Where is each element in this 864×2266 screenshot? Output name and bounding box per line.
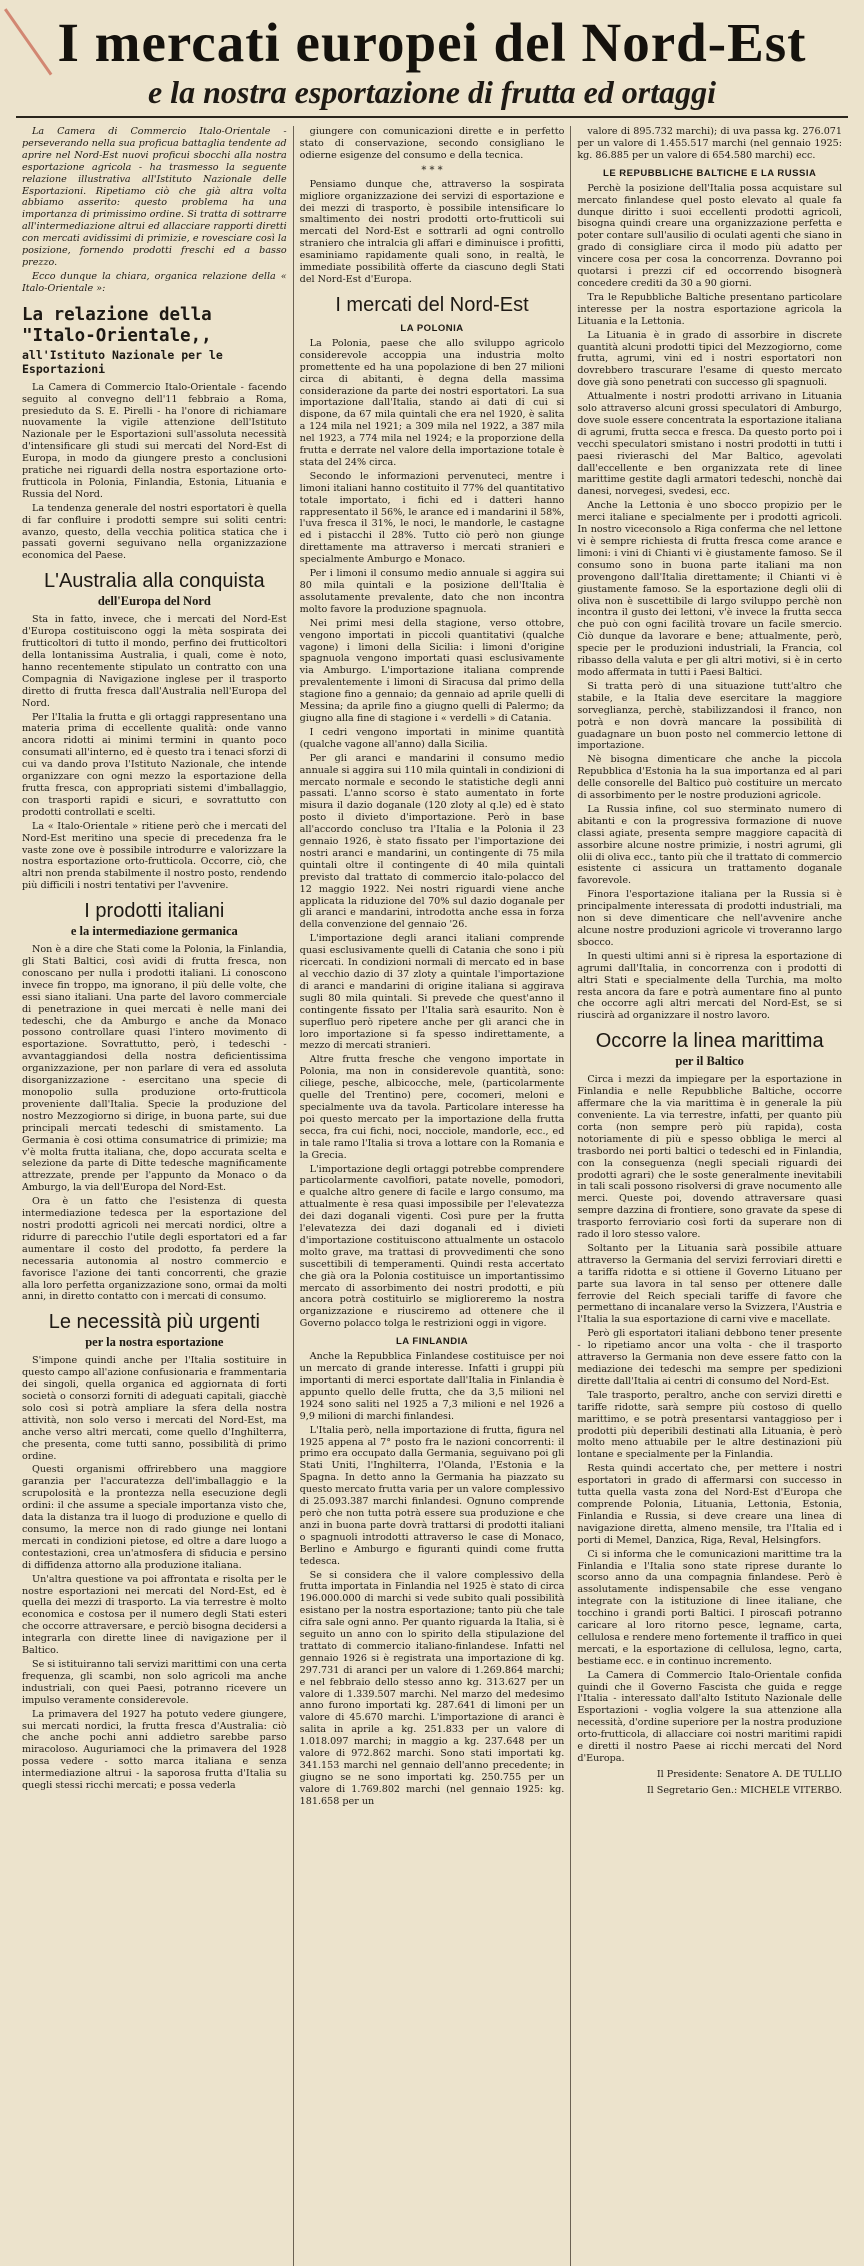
section-title-necessita: Le necessità più urgenti — [48, 1311, 260, 1334]
signature-president: Il Presidente: Senatore A. DE TULLIO — [656, 1768, 843, 1780]
column-1 — [16, 126, 293, 2266]
paragraph: Pensiamo dunque che, attraverso la sospirata migliore organizzazione dei servizi di esportazione e dei mezzi di trasporto, è possibile intensificare lo smaltimento dei nostri prodotti orto-frutticoli sui mercati del Nord-Est e sottrarli ad ogni controllo straniero che intralcia gli affari e diminuisce i profitti, esaminiamo rapidamente quali sono, in realtà, le immediate possibilità offerte da ciascuno degli Stati del Nord-Est d'Europa. — [299, 178, 565, 285]
subsection-finlandia: LA FINLANDIA — [395, 1336, 469, 1348]
paragraph: I cedri vengono importati in minime quantità (qualche vagone all'anno) dalla Sicilia. — [299, 726, 565, 750]
column-3 — [570, 126, 848, 2266]
intro-paragraph-2: Ecco dunque la chiara, organica relazione della « Italo-Orientale »: — [22, 270, 287, 294]
subsection-baltic: LE REPUBBLICHE BALTICHE E LA RUSSIA — [603, 167, 817, 179]
paragraph: La tendenza generale del nostri esportatori è quella di far confluire i prodotti sempre sui soliti centri: avanzo, questo, della vecchia politica statica che i passati governi seguivano nella organizzazione economica del Paese. — [22, 502, 287, 562]
paragraph: La « Italo-Orientale » ritiene però che i mercati del Nord-Est meritino una specie di precedenza fra le vaste zone ove è possibile introdurre e valorizzare la nostra esportazione orto-frutticola. Occorre, ciò, che altri non prenda stabilmente il nostro posto, rendendo più difficili i nostri tentativi per l'avvenire. — [22, 820, 287, 892]
paragraph: Si tratta però di una situazione tutt'altro che stabile, e la Italia deve esercitare la maggiore sorveglianza, perchè, stabilizzandosi il franco, non potrà e non dovrà mancare la possibilità di guadagnare un buon posto nel commercio lettone di importazione. — [577, 680, 843, 752]
paragraph: La Polonia, paese che allo sviluppo agricolo considerevole accoppia una industria molto promettente ed ha una popolazione di ben 27 milioni circa di abitanti, è degna della massima considerazione da parte dei nostri esportatori. La sua importazione dall'Italia, stando ai dati di cui si dispone, da 67 mila quintali che era nel 1920, è salita a 124 mila nel 1921; a 309 mila nel 1922, a 387 mila nel 1923, a 774 mila nel 1924; e la proporzione della frutta e derrate nel valore della importazione totale è stata del 24% circa. — [299, 337, 565, 468]
intro-paragraph: La Camera di Commercio Italo-Orientale - perseverando nella sua proficua battaglia tendente ad aprire nel Nord-Est nuovi proficui sbocchi alla nostra esportazione agricola - ha trasmesso la seguente relazione illustrativa all'Istituto Nazionale delle Esportazioni. Ripetiamo ciò che già altra volta abbiamo asserito: questo problema ha una importanza di primissimo ordine. Si tratta di sottrarre all'intermediazione altrui ed allacciare rapporti diretti con mercati avidissimi di primizie, e rovesciare così la posizione, fornendo prodotti freschi ed a basso prezzo. — [22, 126, 287, 268]
header-rule — [16, 116, 848, 118]
section-subtitle-relazione: all'Istituto Nazionale per le Esportazioni — [22, 347, 223, 376]
paragraph: Soltanto per la Lituania sarà possibile attuare attraverso la Germania del servizi ferroviari diretti e a tariffa ridotta e si ottiene il Governo Lituano per parte sua lavora in tal senso per ottenere dalle ferrovie del Reich speciali tariffe di favore che permettano di incanalare verso la Svizzera, l'Austria e l'Italia la sua esportazione di carni vive e macellate. — [577, 1242, 843, 1326]
paragraph: Questi organismi offrirebbero una maggiore garanzia per l'accuratezza dell'imballaggio e la scrupolosità e la prontezza nella esecuzione degli ordini: il che assume a speciale importanza visto che, data la distanza tra il luogo di produzione e quello di consumo, la merce non di rado giunge nei lontani mercati in condizioni pietose, ed oltre a dare luogo a contestazioni, crea un'atmosfera di sfiducia e persino di diffidenza attorno alla produzione italiana. — [22, 1464, 287, 1571]
subsection-polonia: LA POLONIA — [400, 322, 464, 334]
article-columns — [16, 126, 848, 2266]
paragraph: Anche la Lettonia è uno sbocco propizio per le merci italiane e specialmente per i prodotti agricoli. In nostro viceconsolo a Riga conferma che nel lettone vi è sempre richiesta di frutta fresca come arance e limoni: i vini di Chianti vi è giustamente famoso. Se il consumo sono in buona parte italiani ma non provengono dall'Italia direttamente; il Chianti vi è giustamente famoso. Se la esportazione degli olii di oliva non è suscettibile di largo sviluppo perchè non incontra il gusto dei lettoni, v'è invece la frutta secca che può con ogni facilità trovare un facile smercio. Ciò dunque da lavorare e bene; attualmente, però, specie per le produzioni industriali, la Francia, col ribasso della valuta e per gli altri motivi, si è in certo modo affermata in tutti i Paesi Baltici. — [577, 500, 843, 678]
separator: * * * — [421, 164, 443, 176]
paragraph: Tra le Repubbliche Baltiche presentano particolare interesse per la nostra esportazione agricola la Lituania e la Lettonia. — [577, 291, 843, 327]
paragraph: La Camera di Commercio Italo-Orientale confida quindi che il Governo Fascista che guida e regge l'Italia - interessato dall'alto Istituto Nazionale delle Esportazioni - voglia volgere la sua attenzione alla necessità, d'ordine superiore per la nostra produzione orto-frutticola, di allacciare coi nostri maritimi rapidi e diretti il nostro Paese ai ricchi mercati del Nord d'Europa. — [577, 1669, 843, 1764]
paragraph: Circa i mezzi da impiegare per la esportazione in Finlandia e nelle Repubbliche Baltiche, occorre affermare che la via marittima è in generale la più conveniente. La via terrestre, infatti, per quanto più corta (non sempre però più rapida), costa notoriamente di più e spesso obbliga le merci al trasbordo nei porti baltici o tedeschi ed in Finlandia, con la conseguenza (negli speciali riguardi dei prodotti agrari) che le soste generalmente inevitabili in tali scali possono risolversi di grave nocumento alle merci. Queste poi, dovendo attraversare quasi sempre dazzina di frontiere, sono gravate da spese di trasporto ferroviario così forti da superare non di rado il loro stesso valore. — [577, 1074, 843, 1241]
section-subtitle-necessita: per la nostra esportazione — [85, 1335, 224, 1350]
section-title-mercati: I mercati del Nord-Est — [335, 293, 529, 316]
paragraph: Ora è un fatto che l'esistenza di questa intermediazione tedesca per la esportazione del nostri prodotti agricoli nei mercati nordici, oltre a ridurre di parecchio l'utile degli esportatori ed a far aumentare il costo del prodotto, fa perdere la necessaria autonomia al nostro commercio e favorisce l'azione dei tanti concorrenti, che grazie alla loro perfetta organizzazione sono, ormai da molti anni, in diretto contatto con i mercati di consumo. — [22, 1196, 287, 1303]
section-title-australia: L'Australia alla conquista — [44, 570, 265, 593]
paragraph: Altre frutta fresche che vengono importate in Polonia, ma non in considerevole quantità, sono: ciliege, pesche, albicocche, mele, (particolarmente quelle del Trentino) pere, cocomeri, meloni e specialmente uva da tavola. Particolare interesse ha poi questo mercato per la importazione della frutta secca, fra cui fichi, noci, nocciole, mandorle, ecc., ed in tale ramo l'Italia si trova a lottare con la Romania e la Grecia. — [299, 1054, 565, 1161]
paragraph: Perchè la posizione dell'Italia possa acquistare sul mercato finlandese quel posto elevato al quale fa dunque diritto i suoi eccellenti prodotti agricoli, bisogna quindi creare una organizzazione perfetta e poter contare sull'ausilio di oculati agenti che siano in grado di consigliare circa il modo più adatto per vincere cosa per cosa la concorrenza. Dovranno poi quotarsi i prezzi cif ed occorrendo bisognerà concedere crediti da 30 a 90 giorni. — [577, 182, 843, 289]
section-title-relazione: La relazione della "Italo-Orientale,, — [22, 304, 212, 346]
paragraph: L'importazione degli aranci italiani comprende quasi esclusivamente quelli di Catania che sono i più ricercati. In condizioni normali di mercato ed in base al vecchio dazio di 37 zloty a quintale l'importazione di aranci e mandarini di origine italiana si aggirava sugli 80 mila quintali. Si prevede che quest'anno il contingente fissato per l'Italia sarà esaurito. Non è superfluo però ripetere anche per gli aranci che in loro importazione si fa spesso indirettamente, a mezzo di mercati stranieri. — [299, 933, 565, 1052]
paragraph: La Camera di Commercio Italo-Orientale - facendo seguito al convegno dell'11 febbraio a Roma, presieduto da S. E. Pirelli - ha l'onore di richiamare nuovamente la vigile attenzione dell'Istituto Nazionale per le Esportazioni sull'assoluta necessità d'intensificare gli studi sui mercati del Nord-Est di Europa, in modo da giungere presto a conclusioni pratiche nei riguardi della nostra esportazione orto-frutticola in Polonia, Finlandia, Estonia, Lituania e Russia del Nord. — [22, 381, 287, 500]
paragraph: In questi ultimi anni si è ripresa la esportazione di agrumi dall'Italia, in concorrenza con i prodotti di altri Stati e specialmente della Turchia, ma molto resta ancora da fare e potrà aumentare fino al punto che occorre agli altri mercati del Nord-Est, se si riuscirà ad organizzare il nostro lavoro. — [577, 950, 843, 1022]
paragraph: Però gli esportatori italiani debbono tener presente - lo ripetiamo ancor una volta - che il trasporto attraverso la Germania non deve essere fatto con la mediazione dei tedeschi ma sempre per spedizioni dirette dall'Italia ai centri di consumo del Nord-Est. — [577, 1328, 843, 1387]
paragraph: S'impone quindi anche per l'Italia sostituire in questo campo all'azione confusionaria e frammentaria dei singoli, quella organica ed aggiornata di forti società o consorzi forniti di adeguati capitali, giacchè solo così si potrà ampliare la sfera della nostra attività, non solo verso i mercati del Nord-Est, ma anche verso altri mercati, come quello d'Inghilterra, che presenta, come tutti sanno, possibilità di primo ordine. — [22, 1355, 287, 1462]
paragraph: Nè bisogna dimenticare che anche la piccola Repubblica d'Estonia ha la sua importanza ed al pari delle consorelle del Baltico può costituire un mercato di assorbimento per le nostre produzioni agricole. — [577, 754, 843, 802]
paragraph: Un'altra questione va poi affrontata e risolta per le nostre esportazioni nei mercati del Nord-Est, ed è quella dei mezzi di trasporto. La via terrestre è molto economica e costosa per il numero degli Stati esteri che occorre attraversare, e perciò bisogna decidersi a integrarla con dirette linee di navigazione per il Baltico. — [22, 1573, 287, 1657]
paragraph: Non è a dire che Stati come la Polonia, la Finlandia, gli Stati Baltici, così avidi di frutta fresca, non conoscano per nulla i prodotti italiani. Li conoscono invece fin troppo, ma ignorano, il più delle volte, che essi siano italiani. Una parte del lavoro commerciale di penetrazione in quei mercati è nelle mani dei tedeschi, che da Amburgo e anche da Monaco possono controllare quasi l'intero movimento di esportazione. Sovrattutto, però, i tedeschi - avvantaggiandosi della nostra deficientissima organizzazione, per non parlare di vera ed assoluta disorganizzazione - esercitano una specie di monopolio sulla produzione orto-frutticola proveniente dall'Italia. Specie la produzione del nostro Mezzogiorno si dirige, in buona parte, sui due principali mercati tedeschi di smistamento. La Germania è cosi ottima consumatrice di primizie; ma v'è molta frutta italiana, che, dopo accurata scelta e selezione da parte di Ditte tedesche magnificamente attrezzate, prende per l'appunto da Monaco o da Amburgo, la via dell'Europa del Nord-Est. — [22, 944, 287, 1194]
section-title-linea: Occorre la linea marittima — [595, 1030, 824, 1053]
paragraph: Per l'Italia la frutta e gli ortaggi rappresentano una materia prima di eccellente qualità: onde vanno ancora ridotti ai minimi termini in quanto poco consumati all'interno, ed è questo tra i tenaci sforzi di cui va dando prova l'Istituto Nazionale, che intende organizzare con ogni mezzo la esportazione della frutta fresca, con appropriati sistemi d'imballaggio, con trasporti rapidi e sicuri, e sovrattutto con prodotti controllati e scelti. — [22, 711, 287, 818]
paragraph: valore di 895.732 marchi); di uva passa kg. 276.071 per un valore di 1.455.517 marchi (nel gennaio 1925: kg. 86.885 per un valore di 654.580 marchi) ecc. — [577, 126, 843, 161]
paragraph: Anche la Repubblica Finlandese costituisce per noi un mercato di grande interesse. Infatti i gruppi più importanti di merci esportate dall'Italia in Finlandia è appunto quello delle frutta, che da 3,5 milioni nel 1924 sono saliti nel 1925 a 7,3 milioni e nel 1926 a 9,9 milioni di marchi finlandesi. — [299, 1351, 565, 1422]
paragraph: Per gli aranci e mandarini il consumo medio annuale si aggira sui 110 mila quintali in condizioni di mercato normale e secondo le statistiche degli anni passati. L'anno scorso è stato aumentato in forte misura il dazio doganale (120 zloty al q.le) ed è stato posto il divieto d'importazione. Però in base all'accordo concluso tra l'Italia e la Polonia il 23 gennaio 1926, è stato fissato per l'importazione dei nostri aranci e mandarini, un contingente di 75 mila quintali oltre il contingente di 40 mila quintali previsto dal trattato di commercio italo-polacco del 12 maggio 1922. Nei nostri riguardi viene anche applicata la riduzione del 70% sul dazio doganale per gli aranci e mandarini, introdotta anche essa in forza della convenzione del gennaio '26. — [299, 752, 565, 931]
section-title-prodotti: I prodotti italiani — [84, 900, 225, 923]
paragraph: Se si istituiranno tali servizi marittimi con una certa frequenza, gli scambi, non solo agricoli ma anche industriali, con quei Paesi, potranno ricevere un impulso veramente considerevole. — [22, 1658, 287, 1706]
paragraph: Attualmente i nostri prodotti arrivano in Lituania solo attraverso alcuni grossi speculatori di Amburgo, dove suole essere concentrata la esportazione italiana di agrumi, frutta secca e fresca. Da questo porto poi i vecchi speculatori smistano i nostri prodotti in tutti i paesi rivieraschi del Mar Baltico, agevolati dall'eccellente e ben organizzata rete di linee marittime gestite dagli armatori tedeschi, nonchè dai danesi, norvegesi, svedesi, ecc. — [577, 391, 843, 498]
paragraph: Resta quindi accertato che, per mettere i nostri esportatori in grado di affermarsi con successo in tutta quella vasta zona del Nord-Est d'Europa che comprende Polonia, Lituania, Lettonia, Estonia, Finlandia e Russia, si deve creare una linea di navigazione diretta, almeno mensile, tra l'Italia ed i porti di Memel, Danzica, Riga, Reval, Helsingfors. — [577, 1463, 843, 1546]
paragraph: Nei primi mesi della stagione, verso ottobre, vengono importati in piccoli quantitativi (qualche vagone) i limoni della Sicilia: i limoni d'origine spagnuola vengono importati quasi esclusivamente via Amburgo. L'importazione italiana comprende prevalentemente i limoni di Siracusa dal primo della stagione fino a gennaio; da gennaio ad aprile quelli di Messina; da aprile fino a giugno quelli di Palermo; da giugno alla fine di stagione i « verdelli » di Catania. — [299, 617, 565, 724]
paragraph: Per i limoni il consumo medio annuale si aggira sui 80 mila quintali e la posizione dell'Italia è assolutamente prevalente, dato che non incontra molto favore la produzione spagnuola. — [299, 568, 565, 615]
section-subtitle-australia: dell'Europa del Nord — [97, 594, 211, 609]
paragraph: Finora l'esportazione italiana per la Russia si è principalmente interessata di prodotti industriali, ma non si deve dimenticare che nell'avvenire anche alcune nostre produzioni agricole vi troveranno largo sbocco. — [577, 889, 843, 948]
paragraph: Ci si informa che le comunicazioni marittime tra la Finlandia e l'Italia sono state riprese durante lo scorso anno da una compagnia finlandese. Però è assolutamente indispensabile che esse vengano integrate con la istituzione di linee italiane, che tocchino i grandi porti Baltici. I piroscafi potranno caricare al loro ritorno pesce, legname, carta, cellulosa e rendere meno fortemente il traffico in quei mercati, e la esportazione di cellulosa, legno, carta, bestiame ecc. e in continuo incremento. — [577, 1548, 843, 1667]
subheadline: e la nostra esportazione di frutta ed ortaggi — [147, 74, 717, 110]
paragraph: Secondo le informazioni pervenuteci, mentre i limoni italiani hanno costituito il 77% del quantitativo totale importato, i fichi ed i datteri hanno rappresentato il 56%, le arance ed i mandarini il 58%, l'uva fresca il 31%, le noci, le mandorle, le castagne ed i pistacchi il 28%. Tutto ciò però non giunge direttamente ma attraverso i mercati stranieri e specialmente Amburgo e Monaco. — [299, 470, 565, 566]
headline: I mercati europei del Nord-Est — [57, 12, 807, 73]
paragraph: La Lituania è in grado di assorbire in discrete quantità alcuni prodotti tipici del Mezzogiorno, come frutta, agrumi, vini ed i nostri esportatori non dovrebbero trascurare l'esame di questo mercato dove già sono penetrati con successo gli spagnuoli. — [577, 329, 843, 389]
paragraph: Se si considera che il valore complessivo della frutta importata in Finlandia nel 1925 è stato di circa 196.000.000 di marchi si vede subito quali possibilità esistano per la nostra esportazione; tanto più che tale cifra sale ogni anno. Per quanto riguarda la Italia, si è seguito un anno con lo spirito della stipulazione del trattato di commercio italiano-finlandese. Infatti nel gennaio 1926 si è registrata una importazione di kg. 297.731 di aranci per un valore di 1.269.864 marchi; e nel febbraio dello stesso anno kg. 313.627 per un valore di 1.339.507 marchi. Nel marzo del medesimo anno furono importati kg. 287.641 di limoni per un valore di 45.670 marchi. L'importazione di aranci è salita in aprile a kg. 251.833 per un valore di 1.018.097 marchi; in maggio a kg. 237.648 per un valore di 972.862 marchi. Sono stati importati kg. 341.153 marchi nel gennaio dell'anno precedente; in giugno se ne sono importati kg. 250.755 per un valore di 1.769.802 marchi (nel gennaio 1925: kg. 181.658 per un — [299, 1569, 565, 1807]
paragraph: Tale trasporto, peraltro, anche con servizi diretti e tariffe ridotte, sarà sempre più costoso di quello marittimo, e se potrà presentarsi vantaggioso per i prodotti più deperibili destinati alla Lituania, è però molto meno attuabile per le altre destinazioni più lontane e specialmente per la Finlandia. — [577, 1389, 843, 1461]
column-2 — [293, 126, 571, 2266]
paragraph: giungere con comunicazioni dirette e in perfetto stato di conservazione, secondo consigliano le odierne esigenze del consumo e della tecnica. — [299, 126, 565, 161]
section-subtitle-prodotti: e la intermediazione germanica — [70, 924, 238, 939]
signature-secretary: Il Segretario Gen.: MICHELE VITERBO. — [646, 1784, 843, 1796]
paragraph: La Russia infine, col suo sterminato numero di abitanti e con la progressiva formazione di nuove classi agiate, presenta sempre maggiore capacità di assorbire alcune nostre primizie, i nostri agrumi, gli olii di oliva ecc., tanto più che il trattato di commercio esistente ci assicura un trattamento doganale favorevole. — [577, 803, 843, 887]
paragraph: L'Italia però, nella importazione di frutta, figura nel 1925 appena al 7° posto fra le nazioni concorrenti: il primo era occupato dalla Germania, seguivano poi gli Stati Uniti, l'Inghilterra, l'Olanda, l'Estonia e la Spagna. In detto anno la Germania ha piazzato su questo mercato frutta varia per un valore complessivo di 25.093.387 marchi finlandesi. Ognuno comprende però che non tutta potrà essere sua produzione e che anzi in buona parte dovrà trattarsi di prodotti italiani o spagnuoli introdotti attraverso le case di Monaco, Berlino e Amburgo e figuranti quindi come frutta tedesca. — [299, 1424, 565, 1567]
section-subtitle-linea: per il Baltico — [675, 1054, 744, 1069]
paragraph: La primavera del 1927 ha potuto vedere giungere, sui mercati nordici, la frutta fresca d'Australia: ciò che anche pochi anni addietro sarebbe parso miracoloso. Auguriamoci che la primavera del 1928 possa vedere - sotto marca italiana e senza intermediazione altrui - la saporosa frutta d'Italia su quegli stessi ricchi mercati; e possa vederla — [22, 1708, 287, 1792]
paragraph: Sta in fatto, invece, che i mercati del Nord-Est d'Europa costituiscono oggi la mèta sospirata dei frutticoltori di tutto il mondo, perfino dei frutticoltori della lontanissima Australia, i quali, come è noto, hanno recentemente stipulato un contratto con una Compagnia di Navigazione inglese per il trasporto diretto di frutta fresca dall'Australia nell'Europa del Nord. — [22, 614, 287, 709]
paragraph: L'importazione degli ortaggi potrebbe comprendere particolarmente cavolfiori, patate novelle, pomodori, e qualche altro genere di facile e largo consumo, ma attualmente è resa quasi impossibile per l'elevatezza dei dazi doganali vigenti. Così pure per la frutta l'elevatezza dei dazi doganali ed i divieti d'importazione costituiscono attualmente un ostacolo molto grave, ma trattasi di provvedimenti che sono suscettibili di temperamenti. Quindi resta accertato che già ora la Polonia costituisce un importantissimo mercato di assorbimento dei nostri prodotti, e più ancora potrà costituirlo se miglioreremo la nostra organizzazione e riusciremo ad ottenere che il Governo polacco tolga le restrizioni oggi in vigore. — [299, 1163, 565, 1330]
